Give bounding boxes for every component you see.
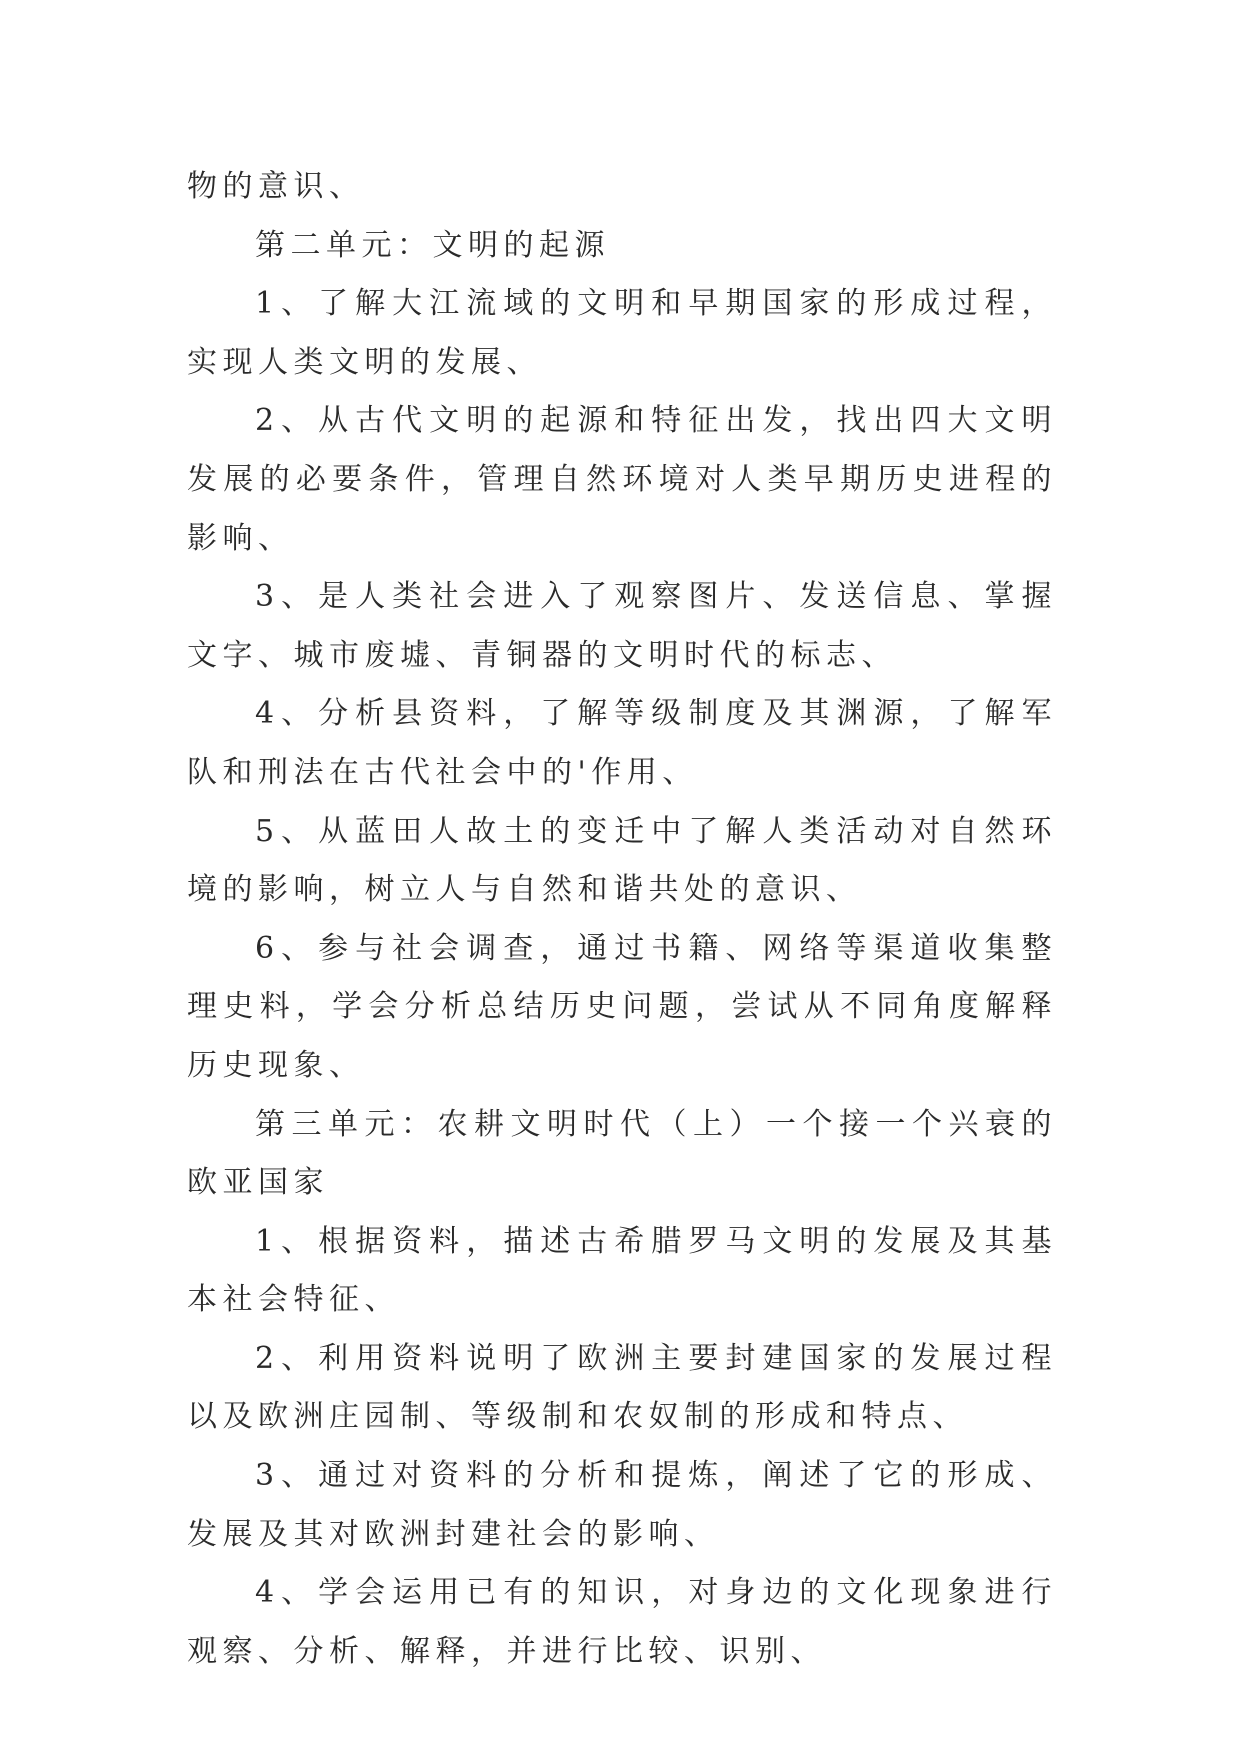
unit-three-item-2: 2、利用资料说明了欧洲主要封建国家的发展过程以及欧洲庄园制、等级制和农奴制的形成和特点、 (187, 1340, 1057, 1435)
unit-two-heading: 第二单元：文明的起源 (255, 227, 610, 263)
document-body (187, 158, 1057, 1681)
paragraph-continuation: 物的意识、 (187, 169, 365, 204)
unit-three-item-3: 3、通过对资料的分析和提炼，阐述了它的形成、发展及其对欧洲封建社会的影响、 (187, 1458, 1057, 1552)
unit-three-heading: 第三单元：农耕文明时代（上）一个接一个兴衰的欧亚国家 (187, 1106, 1057, 1201)
unit-three-item-1: 1、根据资料，描述古希腊罗马文明的发展及其基本社会特征、 (187, 1223, 1057, 1318)
unit-two-item-5: 5、从蓝田人故土的变迁中了解人类活动对自然环境的影响，树立人与自然和谐共处的意识、 (187, 813, 1057, 908)
unit-two-item-6: 6、参与社会调查，通过书籍、网络等渠道收集整理史料，学会分析总结历史问题，尝试从不同角度解释历史现象、 (187, 930, 1057, 1083)
unit-two-item-2: 2、从古代文明的起源和特征出发，找出四大文明发展的必要条件，管理自然环境对人类早期历史进程的影响、 (187, 403, 1057, 556)
unit-two-item-4: 4、分析县资料，了解等级制度及其渊源，了解军队和刑法在古代社会中的'作用、 (187, 696, 1057, 790)
unit-three-item-4: 4、学会运用已有的知识，对身边的文化现象进行观察、分析、解释，并进行比较、识别、 (187, 1575, 1057, 1669)
unit-two-item-1: 1、了解大江流域的文明和早期国家的形成过程，实现人类文明的发展、 (187, 286, 1057, 380)
unit-two-item-3: 3、是人类社会进入了观察图片、发送信息、掌握文字、城市废墟、青铜器的文明时代的标志、 (187, 579, 1057, 673)
